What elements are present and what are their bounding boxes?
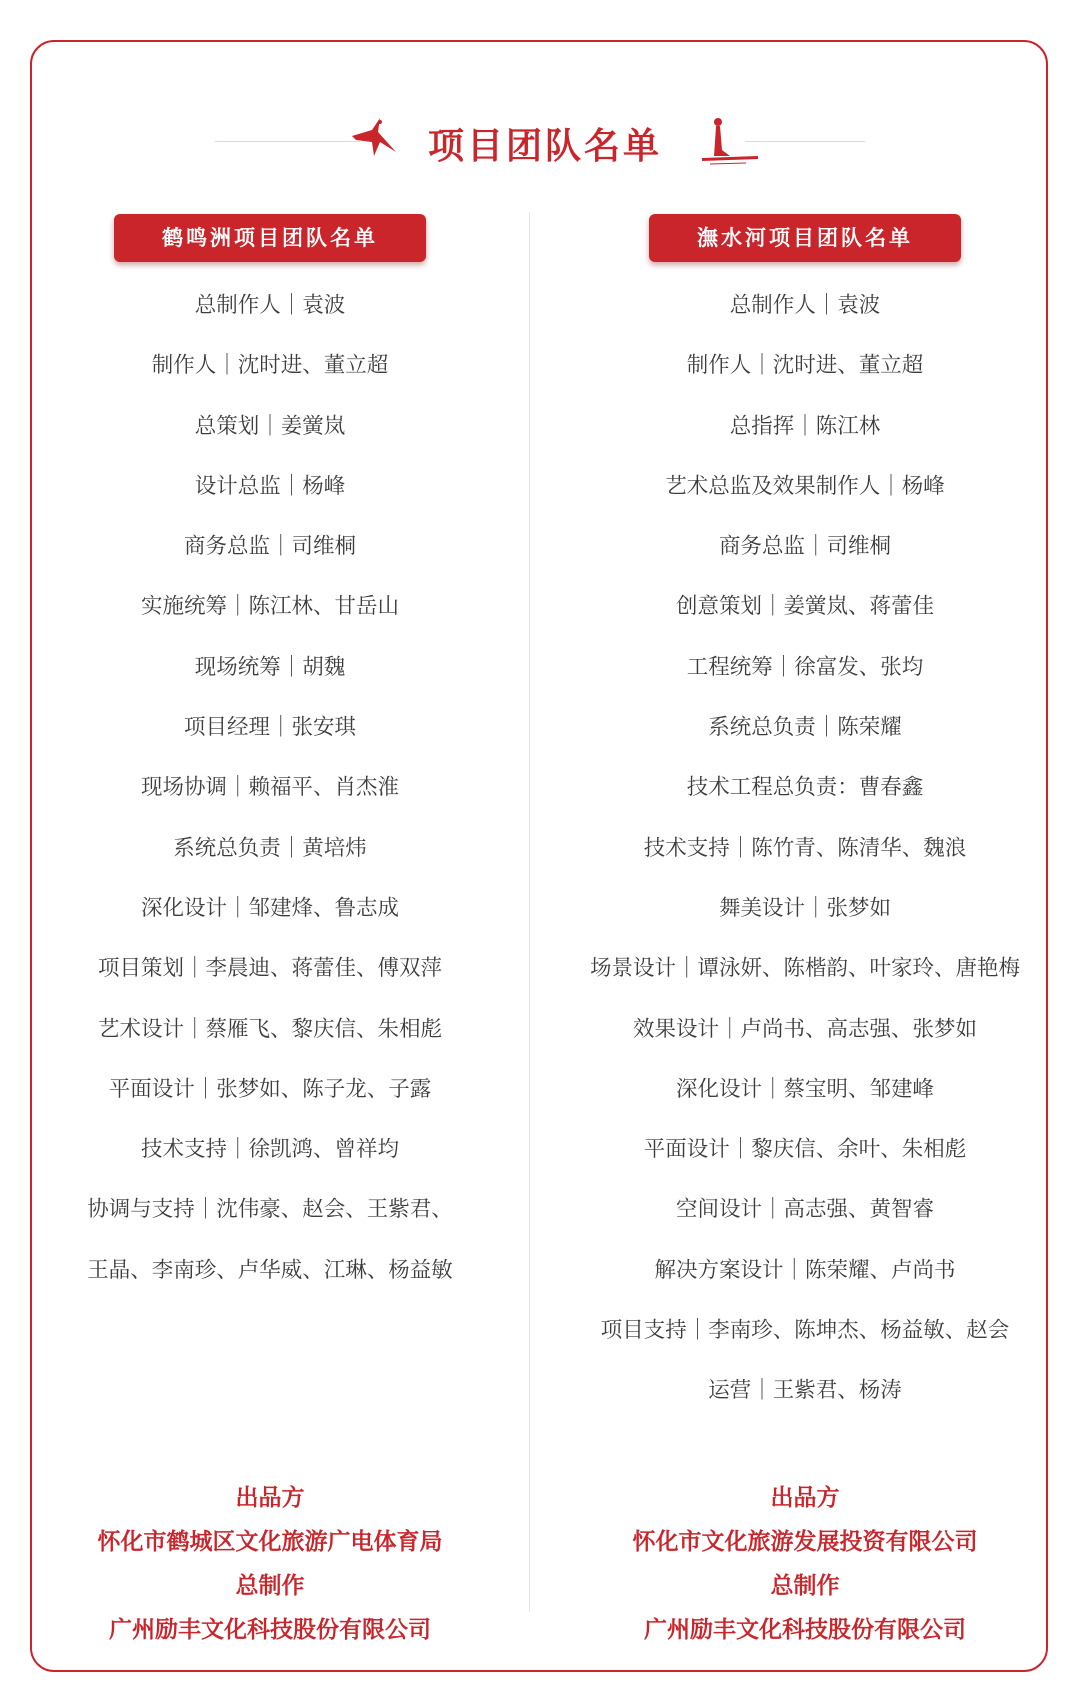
list-item: 空间设计｜高志强、黄智睿 xyxy=(675,1197,934,1223)
list-item: 创意策划｜姜黉岚、蒋蕾佳 xyxy=(675,594,934,620)
maker-name: 广州励丰文化科技股份有限公司 xyxy=(109,1616,431,1643)
right-team-column xyxy=(545,214,1065,1422)
right-team-banner: 潕水河项目团队名单 xyxy=(649,214,961,262)
right-member-list xyxy=(545,276,1065,1422)
list-item: 现场协调｜赖福平、肖杰淮 xyxy=(140,775,399,801)
list-item: 制作人｜沈时进、董立超 xyxy=(686,353,924,379)
list-item: 制作人｜沈时进、董立超 xyxy=(151,353,389,379)
title-divider-left xyxy=(215,141,360,142)
right-credits xyxy=(545,1476,1065,1652)
list-item: 场景设计｜谭泳妍、陈楷韵、叶家玲、唐艳梅 xyxy=(589,956,1020,982)
list-item: 总指挥｜陈江林 xyxy=(729,413,881,439)
list-item: 项目经理｜张安琪 xyxy=(183,715,356,741)
list-item: 平面设计｜黎庆信、余叶、朱相彪 xyxy=(643,1137,967,1163)
list-item: 商务总监｜司维桐 xyxy=(183,534,356,560)
list-item: 项目策划｜李晨迪、蒋蕾佳、傅双萍 xyxy=(97,956,442,982)
maker-label: 总制作 xyxy=(770,1572,840,1599)
list-item: 技术支持｜陈竹青、陈清华、魏浪 xyxy=(643,835,967,861)
producer-name: 怀化市文化旅游发展投资有限公司 xyxy=(632,1528,978,1555)
left-team-column xyxy=(10,214,530,1301)
list-item: 协调与支持｜沈伟豪、赵会、王紫君、 xyxy=(87,1197,453,1223)
list-item: 系统总负责｜陈荣耀 xyxy=(708,715,902,741)
page-title: 项目团队名单 xyxy=(427,126,662,167)
list-item: 设计总监｜杨峰 xyxy=(194,473,346,499)
list-item: 深化设计｜蔡宝明、邹建峰 xyxy=(675,1076,934,1102)
list-item: 项目支持｜李南珍、陈坤杰、杨益敏、赵会 xyxy=(600,1318,1010,1344)
list-item: 总制作人｜袁波 xyxy=(729,293,881,318)
list-item: 技术支持｜徐凯鸿、曾祥均 xyxy=(140,1137,399,1163)
producer-label: 出品方 xyxy=(770,1484,840,1511)
left-member-list xyxy=(10,276,530,1301)
list-item: 舞美设计｜张梦如 xyxy=(718,895,891,921)
list-item: 技术工程总负责：曹春鑫 xyxy=(686,775,924,801)
left-credits xyxy=(10,1476,530,1652)
maker-label: 总制作 xyxy=(235,1572,305,1599)
list-item: 现场统筹｜胡魏 xyxy=(194,654,346,680)
crane-icon xyxy=(350,116,398,160)
list-item: 工程统筹｜徐富发、张均 xyxy=(686,654,924,680)
list-item: 王晶、李南珍、卢华威、江琳、杨益敏 xyxy=(87,1257,453,1283)
maker-name: 广州励丰文化科技股份有限公司 xyxy=(644,1616,966,1643)
list-item: 实施统筹｜陈江林、甘岳山 xyxy=(140,594,399,620)
list-item: 深化设计｜邹建烽、鲁志成 xyxy=(140,895,399,921)
list-item: 艺术总监及效果制作人｜杨峰 xyxy=(665,473,945,499)
list-item: 平面设计｜张梦如、陈子龙、子露 xyxy=(108,1076,432,1102)
list-item: 商务总监｜司维桐 xyxy=(718,534,891,560)
producer-name: 怀化市鹤城区文化旅游广电体育局 xyxy=(97,1528,443,1555)
list-item: 系统总负责｜黄培炜 xyxy=(173,835,367,861)
list-item: 效果设计｜卢尚书、高志强、张梦如 xyxy=(632,1016,977,1042)
title-divider-right xyxy=(745,141,865,142)
list-item: 总制作人｜袁波 xyxy=(194,293,346,318)
list-item: 解决方案设计｜陈荣耀、卢尚书 xyxy=(654,1257,956,1283)
list-item: 艺术设计｜蔡雁飞、黎庆信、朱相彪 xyxy=(97,1016,442,1042)
lady-figure-icon xyxy=(700,116,760,168)
producer-label: 出品方 xyxy=(235,1484,305,1511)
list-item: 运营｜王紫君、杨涛 xyxy=(708,1378,902,1404)
list-item: 总策划｜姜黉岚 xyxy=(194,413,346,439)
left-team-banner: 鹤鸣洲项目团队名单 xyxy=(114,214,426,262)
